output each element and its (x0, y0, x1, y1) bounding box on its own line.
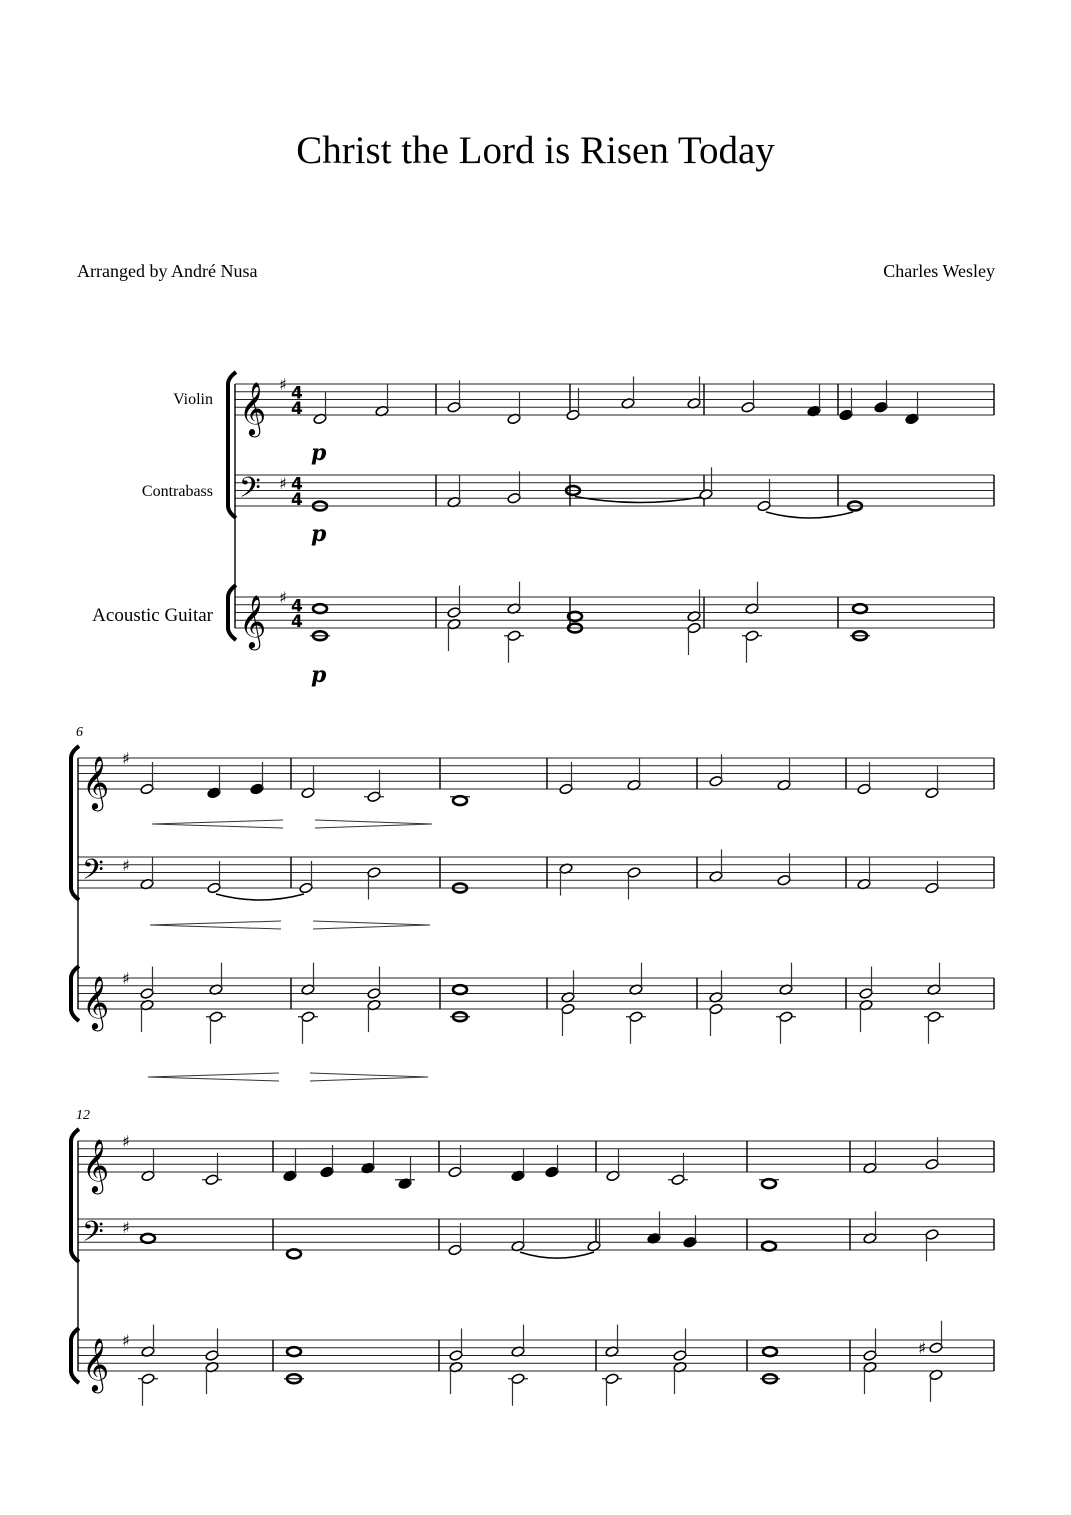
note (757, 479, 771, 512)
note (140, 857, 154, 890)
note (929, 1369, 943, 1402)
treble-clef-icon: 𝄞 (82, 755, 110, 809)
note (687, 376, 701, 409)
note (545, 1145, 559, 1178)
note (927, 963, 941, 996)
key-sharp-icon: ♯ (122, 1217, 130, 1237)
dynamic-piano: p (311, 662, 327, 688)
key-sharp-icon: ♯ (122, 1331, 130, 1350)
violin-staff (78, 1141, 994, 1172)
note (287, 1347, 301, 1356)
note (141, 1325, 155, 1358)
note (762, 1242, 776, 1251)
note (447, 380, 461, 413)
dynamic-piano: p (311, 440, 327, 466)
note (863, 1141, 877, 1174)
note (207, 766, 221, 799)
note (762, 1179, 776, 1188)
note (853, 604, 867, 613)
note (671, 1153, 685, 1186)
key-sharp-icon: ♯ (122, 855, 130, 875)
note (605, 1325, 619, 1358)
note (687, 622, 701, 655)
tie (216, 894, 304, 900)
note (207, 861, 221, 894)
note (507, 392, 521, 425)
note (627, 758, 641, 791)
composer-credit: Charles Wesley (883, 261, 995, 281)
note (779, 963, 793, 996)
note (779, 1011, 793, 1044)
diminuendo-hairpin (310, 1073, 428, 1081)
note (807, 384, 821, 417)
note (205, 1361, 219, 1394)
note (299, 861, 313, 894)
time-signature-numerator: 4 (291, 474, 303, 495)
note (745, 630, 759, 663)
note (629, 1011, 643, 1044)
note (925, 1137, 939, 1170)
key-sharp-icon: ♯ (122, 1132, 130, 1151)
note (301, 1011, 315, 1044)
note (629, 963, 643, 996)
note (559, 863, 573, 896)
treble-clef-icon: 𝄞 (82, 1337, 110, 1391)
whole-notehead (287, 1249, 301, 1258)
note (448, 1145, 462, 1178)
whole-notehead (313, 604, 327, 613)
crescendo-hairpin (150, 921, 281, 929)
treble-clef-icon: 𝄞 (239, 381, 267, 435)
note (874, 380, 888, 413)
key-sharp-icon: ♯ (279, 588, 287, 607)
note (447, 475, 461, 508)
note (863, 1361, 877, 1394)
key-sharp-icon: ♯ (279, 375, 287, 394)
note (857, 762, 871, 795)
system-3 (71, 1108, 994, 1406)
note (367, 770, 381, 803)
note (627, 867, 641, 900)
whole-notehead (763, 1347, 777, 1356)
whole-notehead (453, 796, 467, 805)
key-sharp-icon: ♯ (279, 473, 287, 493)
note (859, 999, 873, 1032)
crescendo-hairpin (152, 820, 283, 828)
note (863, 1211, 877, 1244)
note (566, 388, 580, 421)
note (313, 392, 327, 425)
note (777, 853, 791, 886)
whole-notehead (287, 1347, 301, 1356)
tie (575, 497, 704, 503)
note (140, 967, 154, 1000)
note (398, 1157, 412, 1190)
note (140, 999, 154, 1032)
bass-clef-icon: 𝄢 (239, 471, 261, 512)
note (367, 867, 381, 900)
whole-notehead (853, 604, 867, 613)
note (250, 762, 264, 795)
note (559, 762, 573, 795)
note (687, 589, 701, 622)
note (287, 1249, 301, 1258)
whole-notehead (762, 1242, 776, 1251)
note (448, 1223, 462, 1256)
key-sharp-icon: ♯ (122, 969, 130, 988)
note (859, 967, 873, 1000)
treble-clef-icon: 𝄞 (239, 594, 267, 648)
note (745, 582, 759, 615)
note (709, 1003, 723, 1036)
note (511, 1149, 525, 1182)
measure-number: 12 (76, 1108, 90, 1123)
note (587, 1219, 601, 1252)
note (205, 1329, 219, 1362)
note (447, 618, 461, 651)
note (320, 1145, 334, 1178)
note (699, 467, 713, 500)
time-signature-denominator: 4 (291, 612, 303, 632)
note (141, 1373, 155, 1406)
note (313, 604, 327, 613)
note (709, 970, 723, 1003)
time-signature-denominator: 4 (291, 490, 303, 510)
note (777, 758, 791, 791)
note (709, 849, 723, 882)
measure-number: 6 (76, 725, 83, 740)
treble-clef-icon: 𝄞 (82, 1138, 110, 1192)
note (361, 1141, 375, 1174)
diminuendo-hairpin (315, 820, 432, 828)
note (673, 1361, 687, 1394)
whole-notehead (453, 985, 467, 994)
violin-staff (78, 758, 994, 789)
note (301, 963, 315, 996)
note (141, 1149, 155, 1182)
note (375, 384, 389, 417)
instrument-label-violin: Violin (173, 391, 213, 408)
note (606, 1149, 620, 1182)
treble-clef-icon: 𝄞 (82, 975, 110, 1029)
note (709, 754, 723, 787)
score-title: Christ the Lord is Risen Today (296, 129, 775, 172)
system-2 (71, 725, 994, 1081)
note (507, 471, 521, 504)
tie (520, 1252, 594, 1258)
time-signature-numerator: 4 (291, 383, 303, 404)
dynamic-piano: p (311, 521, 327, 547)
note (741, 380, 755, 413)
note (283, 1149, 297, 1182)
instrument-label-contrabass: Contrabass (141, 483, 213, 500)
note (683, 1215, 697, 1248)
note (507, 582, 521, 615)
whole-notehead (141, 1234, 155, 1243)
note (925, 861, 939, 894)
arranger-credit: Arranged by André Nusa (77, 261, 258, 281)
note (673, 1329, 687, 1362)
note (140, 762, 154, 795)
note (647, 1211, 661, 1244)
note (511, 1219, 525, 1252)
guitar-staff (235, 597, 994, 628)
bass-clef-icon: 𝄢 (82, 853, 104, 894)
note (209, 963, 223, 996)
note (561, 970, 575, 1003)
instrument-label-guitar: Acoustic Guitar (92, 605, 213, 626)
note (561, 1003, 575, 1036)
note (367, 999, 381, 1032)
key-sharp-icon: ♯ (122, 749, 130, 768)
diminuendo-hairpin (313, 921, 430, 929)
note (621, 376, 635, 409)
note (449, 1329, 463, 1362)
system-1 (92, 372, 994, 688)
whole-notehead (762, 1179, 776, 1188)
time-signature-numerator: 4 (291, 596, 303, 617)
note (447, 586, 461, 619)
note (863, 1329, 877, 1362)
bass-staff (78, 1219, 994, 1250)
note (925, 1229, 939, 1262)
note (925, 766, 939, 799)
note (453, 985, 467, 994)
bass-clef-icon: 𝄢 (82, 1215, 104, 1256)
sharp-accidental-icon: ♯ (918, 1338, 927, 1359)
note (209, 1011, 223, 1044)
note (367, 967, 381, 1000)
note (905, 392, 919, 425)
tie (766, 512, 853, 518)
note (839, 388, 853, 421)
note (605, 1373, 619, 1406)
note (453, 796, 467, 805)
note (511, 1325, 525, 1358)
note (301, 766, 315, 799)
crescendo-hairpin (148, 1073, 279, 1081)
note (449, 1361, 463, 1394)
note (141, 1234, 155, 1243)
note (927, 1011, 941, 1044)
note (857, 857, 871, 890)
note (507, 630, 521, 663)
note (205, 1153, 219, 1186)
note (763, 1347, 777, 1356)
time-signature-denominator: 4 (291, 399, 303, 419)
note (511, 1373, 525, 1406)
